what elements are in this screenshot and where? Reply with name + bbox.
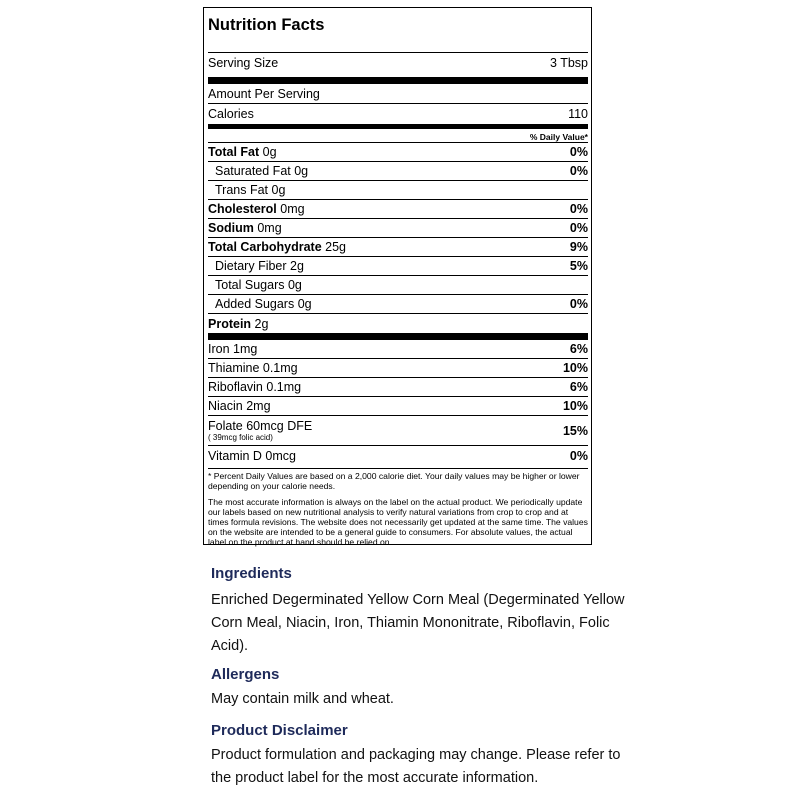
nutrient-name: Protein (208, 316, 252, 331)
nutrient-amount: 0g (262, 145, 277, 159)
ingredients-section (211, 565, 631, 658)
nutrient-name: Saturated Fat (215, 164, 291, 178)
nutrition-facts-label (203, 7, 592, 545)
daily-value-header: % Daily Value* (208, 129, 588, 143)
nutrient-row-protein (208, 314, 588, 333)
nutrient-row-total-carbohydrate (208, 238, 588, 257)
calories-row (208, 104, 588, 124)
nutrient-row-saturated-fat (208, 162, 588, 181)
nutrient-dv: 0% (569, 297, 588, 311)
nutrient-name: Total Sugars (215, 278, 285, 292)
allergens-section (211, 666, 631, 711)
vitamin-name: Thiamine 0.1mg (208, 361, 298, 375)
nutrient-row-added-sugars (208, 295, 588, 314)
nutrient-dv: 0% (569, 145, 588, 159)
amount-per-serving-row (208, 84, 588, 104)
nutrient-row-cholesterol (208, 200, 588, 219)
vitamin-row-iron (208, 340, 588, 359)
nutrient-name: Cholesterol (208, 202, 277, 216)
nutrient-amount: 0g (287, 278, 302, 292)
nutrient-dv: 9% (569, 240, 588, 254)
folic-acid-note: ( 39mcg folic acid) (208, 433, 273, 442)
vitamin-dv: 10% (562, 399, 588, 413)
nutrient-name: Total Carbohydrate (208, 240, 322, 254)
nutrient-name: Sodium (208, 221, 254, 235)
vitamin-name: Vitamin D 0mcg (208, 448, 296, 463)
product-disclaimer-heading: Product Disclaimer (211, 722, 348, 739)
vitamin-dv: 6% (569, 380, 588, 394)
daily-value-footnote: * Percent Daily Values are based on a 2,000 calorie diet. Your daily values may be higher or lower depending on your calorie needs. (208, 468, 588, 491)
nutrient-name: Total Fat (208, 145, 260, 159)
nutrient-dv: 0% (569, 164, 588, 178)
nutrient-dv: 5% (569, 259, 588, 273)
nutrient-amount: 0g (297, 297, 312, 311)
vitamin-row-thiamine (208, 359, 588, 378)
nutrient-amount: 0mg (280, 202, 305, 216)
vitamin-row-vitamin-d (208, 446, 588, 465)
nutrient-amount: 0g (294, 164, 309, 178)
vitamin-dv: 0% (569, 448, 588, 463)
amount-per-serving: Amount Per Serving (208, 86, 320, 101)
thick-divider (208, 333, 588, 340)
nutrient-name: Trans Fat (215, 183, 269, 197)
nutrient-row-trans-fat (208, 181, 588, 200)
thick-divider (208, 77, 588, 84)
ingredients-heading: Ingredients (211, 565, 292, 582)
nutrient-row-total-sugars (208, 276, 588, 295)
allergens-text: May contain milk and wheat. (211, 691, 394, 707)
vitamin-dv: 15% (562, 423, 588, 438)
vitamin-name: Iron 1mg (208, 342, 258, 356)
nutrient-amount: 0mg (257, 221, 282, 235)
nutrient-dv: 0% (569, 221, 588, 235)
nutrient-amount: 2g (290, 259, 304, 273)
vitamin-dv: 6% (569, 342, 588, 356)
nutrient-row-sodium (208, 219, 588, 238)
vitamin-row-folate (208, 416, 588, 446)
calories-label: Calories (208, 107, 254, 121)
allergens-heading: Allergens (211, 666, 280, 683)
nutrient-name: Added Sugars (215, 297, 295, 311)
nutrient-name: Dietary Fiber (215, 259, 287, 273)
product-disclaimer-text: Product formulation and packaging may change. Please refer to the product label for the most accurate information. (211, 747, 621, 786)
nutrient-amount: 25g (325, 240, 347, 254)
vitamin-dv: 10% (562, 361, 588, 375)
nutrient-row-total-fat (208, 143, 588, 162)
label-disclaimer-text: The most accurate information is always on the label on the actual product. We periodically update our labels based on new nutritional analysis to verify natural variations from crop to crop and at times formula revisions. The website does not necessarily get updated at the same time. The values on the website are intended to be a general guide to consumers. For absolute values, the actual label on the product at hand should be relied on. (208, 497, 588, 547)
nutrient-row-dietary-fiber (208, 257, 588, 276)
serving-size-value: 3 Tbsp (550, 56, 588, 70)
vitamin-row-niacin (208, 397, 588, 416)
ingredients-text: Enriched Degerminated Yellow Corn Meal (Degerminated Yellow Corn Meal, Niacin, Iron, Thiamin Mononitrate, Riboflavin, Folic Acid). (211, 592, 625, 654)
serving-size-label: Serving Size (208, 56, 279, 70)
nutrient-amount: 2g (254, 316, 269, 331)
vitamin-row-riboflavin (208, 378, 588, 397)
label-title: Nutrition Facts (208, 16, 325, 34)
serving-size-row (208, 52, 588, 74)
product-disclaimer-section (211, 722, 631, 790)
vitamin-name: Folate 60mcg DFE (208, 419, 313, 433)
vitamin-name: Riboflavin 0.1mg (208, 380, 302, 394)
calories-value: 110 (568, 107, 588, 121)
vitamin-name: Niacin 2mg (208, 399, 271, 413)
nutrient-dv: 0% (569, 202, 588, 216)
nutrient-amount: 0g (271, 183, 286, 197)
